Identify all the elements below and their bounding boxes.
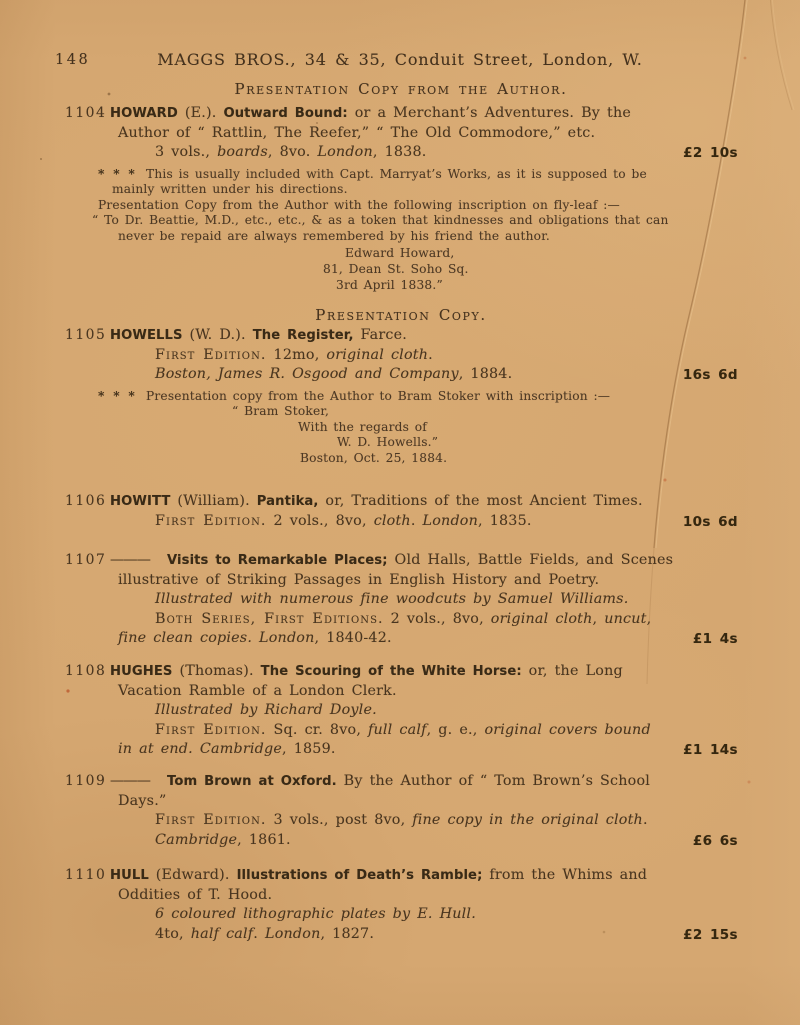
note-line [98,389,738,405]
text-run: or, the Long [521,663,623,679]
edition-line [65,610,738,630]
text-run: 3 vols., post 8vo, [266,812,413,828]
title-line [65,866,738,886]
text-run: illustrative of Striking Passages in English History and Poetry. [118,571,600,588]
note-stars: * * * [98,166,137,181]
text-run: Author of “ Rattlin, The Reefer,” “ The Old Commodore,” etc. [118,124,596,141]
note-line [98,167,738,183]
text-run: , [646,610,652,627]
price: £1 14s [683,742,738,758]
text-run: . [410,512,423,529]
text-run: (Edward). [148,867,237,883]
binding: original covers bound [484,721,651,738]
inscription-signature: Edward Howard, [345,246,455,261]
note-line [98,198,738,214]
note-text: This is usually included with Capt. Marryat’s Works, as it is supposed to be [140,166,647,181]
entry-number: 1109 [65,773,107,789]
entry-number: 1107 [65,552,107,568]
same-author-dash: ——— [110,552,150,568]
inscription-text: “ To Dr. Beattie, M.D., etc., etc., & as a token that kindnesses and obligations that can [92,213,669,228]
section-heading-presentation-copy: Presentation Copy. [315,306,487,324]
condition: fine clean copies. [118,630,253,646]
author-name: HOWITT [110,494,171,509]
imprint-date: , 1840-42. [314,630,392,646]
binding: boards [217,144,268,160]
imprint-place: Cambridge [199,741,283,757]
text-run: Oddities of T. Hood. [118,886,273,903]
imprint-line [65,740,738,760]
price: 10s 6d [682,513,738,530]
title-line [65,104,738,124]
binding: original cloth [490,610,593,627]
catalog-entry-1110 [65,866,738,944]
text-run: or a Merchant’s Adventures. By the [347,105,632,121]
author-name: HOWELLS [110,328,183,343]
page-number: 148 [55,52,91,68]
binding: full calf [368,721,427,738]
author-name: HOWARD [110,106,178,121]
title-line [65,571,738,591]
title-line [65,886,738,906]
price: £2 10s [683,145,738,161]
inscription-line [232,404,738,420]
text-run: . [428,346,433,363]
note-text: Presentation Copy from the Author with the following inscription on fly-leaf :— [98,197,620,212]
inscription-text: “ Bram Stoker, [232,404,330,419]
inscription-text: never be repaid are always remembered by his friend the author. [118,228,550,243]
imprint-line [65,831,738,851]
illustration-line [65,905,738,925]
page-header [55,50,745,72]
entry-number: 1110 [65,867,107,883]
text-run [252,630,259,646]
book-title: The Scouring of the White Horse: [260,664,522,679]
imprint-date: , 1859. [282,741,336,757]
title-line [65,551,738,571]
text-run: from the Whims and [482,867,648,883]
text-run: Old Halls, Battle Fields, and Scenes [387,552,674,568]
text-run: . [642,812,648,828]
edition: First Edition. [155,812,267,828]
catalog-entry-1108 [65,662,738,760]
catalog-entry-1104 [65,104,738,293]
text-run: 2 vols., 8vo, [383,610,491,627]
text-run: , 8vo. [267,144,318,160]
price: 16s 6d [682,367,738,383]
inscription-line [337,435,738,451]
text-run: 2 vols., 8vo, [266,512,374,529]
title-line [65,682,738,702]
text-run: (Thomas). [172,663,261,679]
title-line [65,326,738,346]
imprint-place: London [259,630,315,646]
text-run: . [253,925,265,942]
imprint-line [65,629,738,649]
catalog-entry-1107 [65,551,738,649]
text-run [193,741,200,757]
inscription-line [118,229,738,245]
illustration-line [65,590,738,610]
text-run: (W. D.). [182,327,253,343]
text-run: Sq. cr. 8vo, [266,721,369,738]
imprint-line [65,365,738,385]
catalog-entry-1106 [65,492,738,531]
section-heading-presentation-copy-from-author: Presentation Copy from the Author. [234,80,568,98]
imprint-place: Cambridge [155,831,238,848]
edition-line [65,346,738,366]
imprint-place: London [265,925,321,942]
binding: original cloth [326,346,429,363]
binding: uncut [604,610,647,627]
imprint-place: London [422,512,479,529]
entry-number: 1106 [65,493,107,509]
text-run: , [592,610,605,627]
imprint-date: , 1861. [237,831,291,848]
inscription-line [92,213,738,229]
entry-number: 1104 [65,105,107,121]
inscription-line [300,451,738,467]
text-run: , g. e., [426,721,485,738]
author-name: HULL [110,868,149,883]
text-run: Farce. [353,327,408,343]
imprint-line [65,512,738,532]
entry-number: 1108 [65,663,107,679]
imprint-line [65,143,738,163]
note-stars: * * * [98,388,137,403]
text-run: or, Traditions of the most Ancient Times. [318,493,643,509]
inscription-date: Boston, Oct. 25, 1884. [300,450,448,465]
edition-line [65,721,738,741]
condition: fine copy in the original cloth [412,812,643,828]
edition-line [65,811,738,831]
text-run: 3 vols., [155,144,218,160]
address-line [323,262,738,278]
edition: First Edition. [155,721,267,738]
binding: cloth [373,512,411,529]
binding: in at end. [118,741,193,757]
same-author-dash: ——— [110,773,150,789]
text-run: Days.” [118,792,167,809]
edition: First Edition. [155,346,267,363]
inscription-address: 81, Dean St. Soho Sq. [323,262,469,277]
illustration-line [65,701,738,721]
imprint-line [65,925,738,945]
book-title: Illustrations of Death’s Ramble; [236,868,483,883]
illustration-note: Illustrated by Richard Doyle. [155,702,377,718]
text-run: 4to, [155,925,191,942]
edition: Both Series, First Editions. [155,610,384,627]
book-title: Visits to Remarkable Places; [167,553,388,568]
illustration-note: Illustrated with numerous fine woodcuts by Samuel Williams. [155,591,629,607]
price: £1 4s [692,631,738,647]
title-line [65,792,738,812]
title-line [65,772,738,792]
price: £6 6s [692,832,738,849]
imprint-place: London [317,144,373,160]
address-line [336,278,738,294]
note-text: mainly written under his directions. [112,182,348,197]
inscription-text: With the regards of [298,419,427,434]
inscription-date: 3rd April 1838.” [336,277,443,292]
book-title: Tom Brown at Oxford. [167,774,337,789]
price: £2 15s [683,926,738,943]
book-title: Pantika, [256,494,319,509]
address-line [345,246,738,262]
title-line [65,662,738,682]
inscription-signature: W. D. Howells.” [337,435,439,450]
imprint-date: , 1835. [478,512,532,529]
book-title: The Register, [252,328,354,343]
binding: half calf [190,925,254,942]
title-line [65,492,738,512]
catalog-entry-1105 [65,326,738,466]
text-run: (E.). [177,105,224,121]
author-name: HUGHES [110,664,173,679]
illustration-note: 6 coloured lithographic plates by E. Hull. [155,906,476,922]
imprint-date: , 1838. [372,144,427,160]
note-line [112,182,738,198]
title-line [65,124,738,144]
imprint-place: Boston, James R. Osgood and Company [155,366,459,382]
edition: First Edition. [155,512,267,529]
text-run: Vacation Ramble of a London Clerk. [118,682,397,699]
catalog-entry-1109 [65,772,738,850]
catalog-header-title: MAGGS BROS., 34 & 35, Conduit Street, London, W. [157,50,643,69]
note-text: Presentation copy from the Author to Bram Stoker with inscription :— [140,388,611,403]
imprint-date: , 1827. [320,925,375,942]
imprint-date: , 1884. [458,366,513,382]
text-run: 12mo, [266,346,327,363]
paper-specks [0,0,2,2]
book-title: Outward Bound: [223,106,348,121]
inscription-line [298,420,738,436]
text-run: (William). [170,493,257,509]
text-run: By the Author of “ Tom Brown’s School [336,773,651,789]
entry-number: 1105 [65,327,107,343]
